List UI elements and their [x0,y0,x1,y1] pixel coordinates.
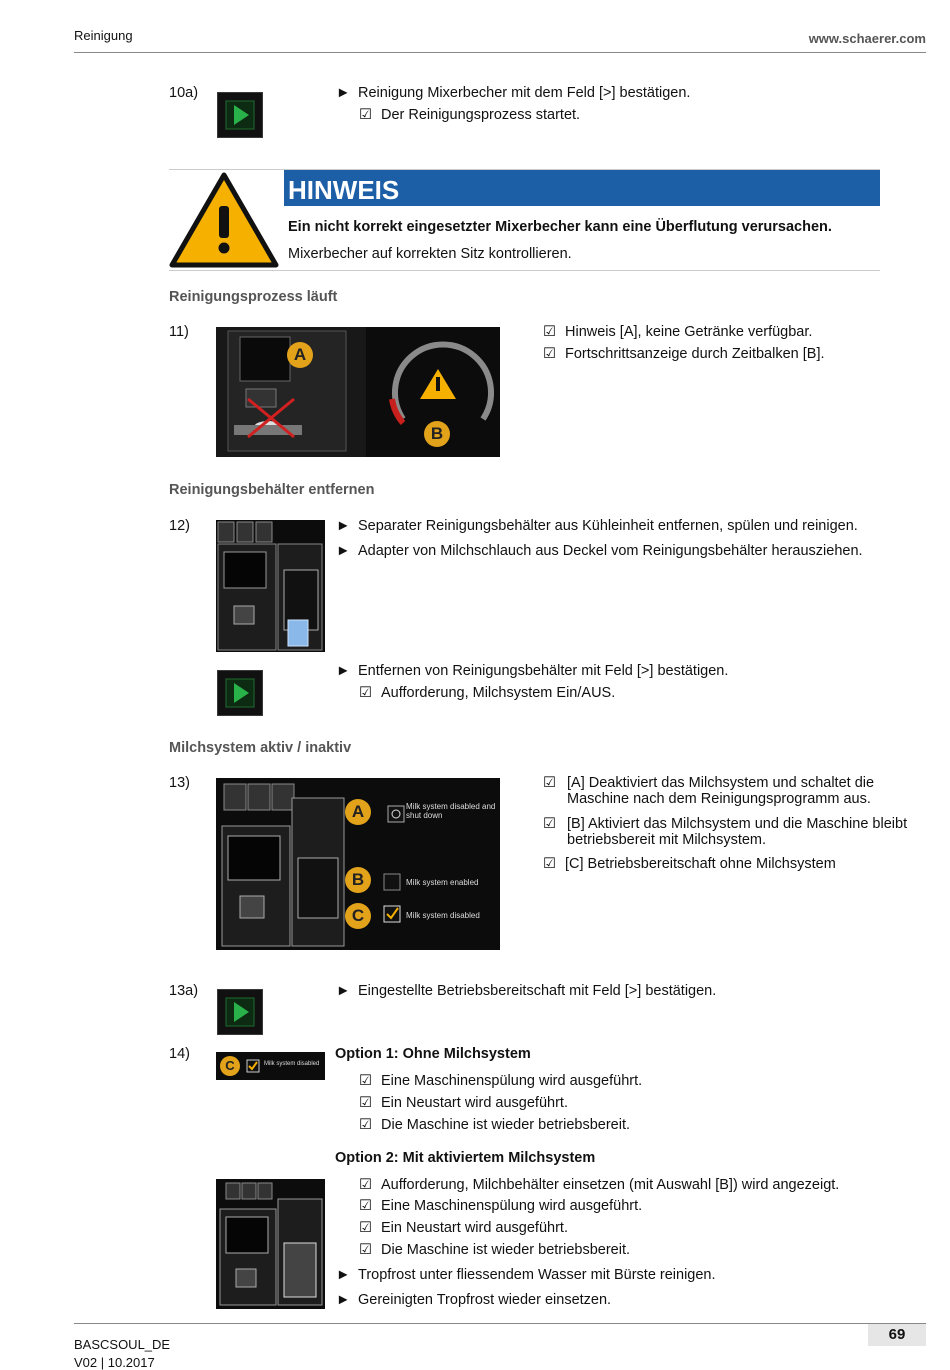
section-heading: Reinigungsprozess läuft [169,289,338,305]
screen-option-text: Milk system disabled [406,911,480,920]
callout-label-b: B [345,867,371,893]
footer-divider [74,1323,926,1324]
play-button-icon [217,989,263,1035]
action-line: ► Gereinigten Tropfrost wieder einsetzen. [336,1292,612,1308]
result-line: ☑ Ein Neustart wird ausgeführt. [359,1220,568,1236]
checkbox-icon: ☑ [359,1242,372,1258]
notice-title: HINWEIS [288,175,400,205]
notice-title-bar [284,170,880,206]
result-line: ☑ Der Reinigungsprozess startet. [359,107,581,123]
arrow-bullet-icon: ► [336,85,351,101]
checkbox-icon: ☑ [359,1177,372,1193]
warning-triangle-icon [169,172,279,272]
arrow-bullet-icon: ► [336,1267,351,1283]
arrow-bullet-icon: ► [336,1292,351,1308]
callout-label-a: A [287,342,313,368]
result-line: ☑ Aufforderung, Milchsystem Ein/AUS. [359,685,616,701]
result-line: ☑ Aufforderung, Milchbehälter einsetzen (mit Auswahl [B]) wird angezeigt. [359,1177,840,1193]
callout-label-c: C [220,1056,240,1076]
arrow-bullet-icon: ► [336,983,351,999]
checkbox-icon: ☑ [359,1220,372,1236]
machine-milk-container-image [216,1179,325,1309]
step-number: 14) [169,1046,190,1062]
footer-version: V02 | 10.2017 [74,1355,155,1370]
milk-disabled-thumbnail [216,1052,325,1080]
result-line: ☑ Die Maschine ist wieder betriebsbereit. [359,1117,631,1133]
footer-document-id: BASCSOUL_DE [74,1337,171,1352]
checkbox-icon: ☑ [543,816,556,832]
step-number: 10a) [169,85,199,101]
option-title: Option 2: Mit aktiviertem Milchsystem [335,1150,596,1166]
result-line: ☑ Fortschrittsanzeige durch Zeitbalken [B]. [543,346,825,362]
screen-option-text: Milk system disabled [264,1061,320,1067]
action-line: ► Adapter von Milchschlauch aus Deckel vom Reinigungsbehälter herausziehen. [336,543,863,559]
step-number: 13) [169,775,190,791]
step-number: 13a) [169,983,199,999]
checkbox-icon: ☑ [359,1198,372,1214]
machine-image [216,520,325,652]
section-heading: Reinigungsbehälter entfernen [169,482,375,498]
step-number: 11) [169,324,189,340]
notice-text: Mixerbecher auf korrekten Sitz kontrollieren. [288,246,572,262]
result-line: ☑ Ein Neustart wird ausgeführt. [359,1095,568,1111]
result-line: ☑ Hinweis [A], keine Getränke verfügbar. [543,324,813,340]
milk-system-screen-image [216,778,500,950]
section-heading: Milchsystem aktiv / inaktiv [169,740,352,756]
action-line: ► Separater Reinigungsbehälter aus Kühleinheit entfernen, spülen und reinigen. [336,518,858,534]
action-line: ► Entfernen von Reinigungsbehälter mit Feld [>] bestätigen. [336,663,729,679]
result-line: ☑ [A] Deaktiviert das Milchsystem und schaltet die Maschine nach dem Reinigungsprogramm aus. [543,775,875,807]
checkbox-icon: ☑ [543,346,556,362]
notice-bold-text: Ein nicht korrekt eingesetzter Mixerbecher kann eine Überflutung verursachen. [288,219,832,235]
checkbox-icon: ☑ [359,107,372,123]
result-line: ☑ [C] Betriebsbereitschaft ohne Milchsystem [543,856,836,872]
result-line: ☑ Die Maschine ist wieder betriebsbereit. [359,1242,631,1258]
callout-label-c: C [345,903,371,929]
header-section-title: Reinigung [74,28,133,43]
checkbox-icon: ☑ [543,856,556,872]
screen-option-text: Milk system disabled and shut down [406,802,496,820]
result-line: ☑ [B] Aktiviert das Milchsystem und die Maschine bleibt betriebsbereit mit Milchsystem. [543,816,908,848]
checkbox-icon: ☑ [359,1073,372,1089]
checkbox-icon: ☑ [359,685,372,701]
arrow-bullet-icon: ► [336,518,351,534]
option-title: Option 1: Ohne Milchsystem [335,1046,531,1062]
checkbox-icon: ☑ [543,324,556,340]
play-button-icon [217,92,263,138]
callout-label-b: B [424,421,450,447]
action-line: ► Eingestellte Betriebsbereitschaft mit Feld [>] bestätigen. [336,983,717,999]
action-line: ► Tropfrost unter fliessendem Wasser mit Bürste reinigen. [336,1267,716,1283]
result-line: ☑ Eine Maschinenspülung wird ausgeführt. [359,1198,643,1214]
step-number: 12) [169,518,190,534]
page-number: 69 [868,1324,926,1346]
cleaning-progress-image [216,327,500,457]
header-divider [74,52,926,53]
header-website: www.schaerer.com [808,31,926,46]
arrow-bullet-icon: ► [336,543,351,559]
screen-option-text: Milk system enabled [406,878,479,887]
action-line: ► Reinigung Mixerbecher mit dem Feld [>] bestätigen. [336,85,691,101]
result-line: ☑ Eine Maschinenspülung wird ausgeführt. [359,1073,643,1089]
checkbox-icon: ☑ [359,1095,372,1111]
play-button-icon [217,670,263,716]
arrow-bullet-icon: ► [336,663,351,679]
checkbox-icon: ☑ [543,775,556,791]
checkbox-icon: ☑ [359,1117,372,1133]
callout-label-a: A [345,799,371,825]
